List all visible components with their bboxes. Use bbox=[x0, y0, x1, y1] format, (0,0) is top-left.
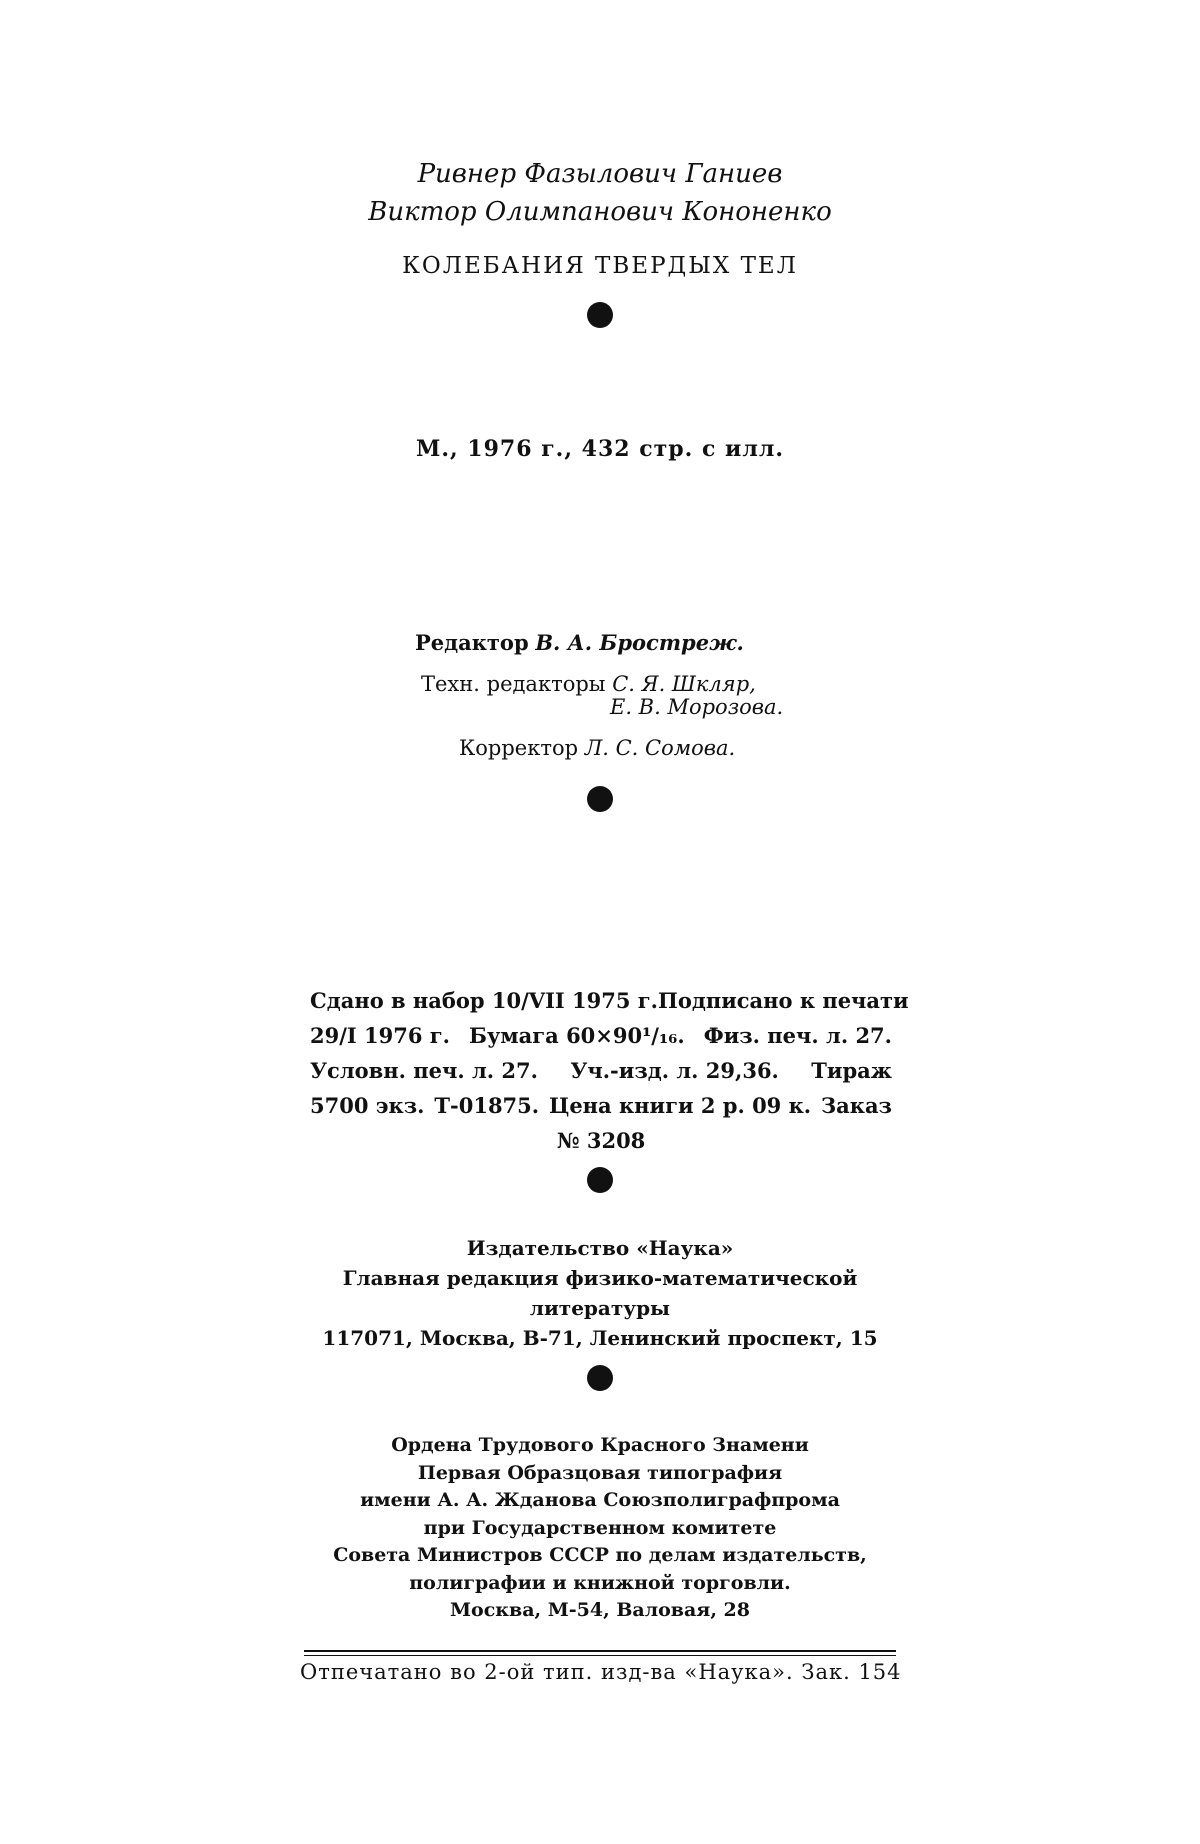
footer-note: Отпечатано во 2-ой тип. изд-ва «Наука». Зак. 154 bbox=[300, 1660, 902, 1684]
printer-line: полиграфии и книжной торговли. bbox=[409, 1571, 791, 1594]
printer-line: Первая Образцовая типография bbox=[417, 1461, 783, 1484]
corrector-line bbox=[459, 733, 735, 763]
bullet-dot-1 bbox=[587, 302, 613, 328]
spec-line-2 bbox=[310, 1018, 892, 1053]
spec-text: Уч.-изд. л. 29,36. bbox=[570, 1058, 779, 1083]
spec-text: Т-01875. bbox=[434, 1093, 540, 1118]
spec-line-4 bbox=[310, 1088, 892, 1123]
editor-name: В. А. Бростреж. bbox=[535, 630, 744, 655]
order-number: № 3208 bbox=[556, 1128, 646, 1153]
footer-rule bbox=[304, 1650, 896, 1652]
publication-info: М., 1976 г., 432 стр. с илл. bbox=[415, 436, 785, 462]
publisher-line: Издательство «Наука» bbox=[466, 1236, 734, 1260]
printer-address: Москва, М-54, Валовая, 28 bbox=[450, 1599, 750, 1621]
tech-editor-name-1: С. Я. Шкляр, bbox=[612, 672, 756, 696]
editor-label: Редактор bbox=[415, 630, 529, 655]
printer-block bbox=[0, 1432, 1200, 1625]
publisher-block bbox=[0, 1233, 1200, 1353]
spec-text: 5700 экз. bbox=[310, 1093, 425, 1118]
publisher-line: Главная редакция физико-математической bbox=[342, 1266, 858, 1290]
spec-text: Условн. печ. л. 27. bbox=[310, 1058, 538, 1083]
spec-text: Физ. печ. л. 27. bbox=[703, 1023, 892, 1048]
publisher-line: литературы bbox=[529, 1296, 671, 1320]
spec-text: 29/I 1976 г. bbox=[310, 1023, 450, 1048]
publisher-address: 117071, Москва, В-71, Ленинский проспект, 15 bbox=[322, 1326, 878, 1350]
printer-line: Совета Министров СССР по делам издательств, bbox=[333, 1544, 867, 1566]
spec-text: Заказ bbox=[821, 1093, 892, 1118]
spec-line-3 bbox=[310, 1053, 892, 1088]
footer-rule-thin bbox=[304, 1655, 896, 1656]
bullet-dot-3 bbox=[587, 1167, 613, 1193]
bullet-dot-2 bbox=[587, 786, 613, 812]
print-specs bbox=[310, 983, 909, 1158]
spec-text: Цена книги 2 р. 09 к. bbox=[549, 1093, 812, 1118]
bullet-dot-4 bbox=[587, 1365, 613, 1391]
tech-editors-label: Техн. редакторы bbox=[421, 672, 606, 696]
author-1: Ривнер Фазылович Ганиев bbox=[417, 159, 783, 189]
spec-text: Тираж bbox=[811, 1058, 892, 1083]
book-title: КОЛЕБАНИЯ ТВЕРДЫХ ТЕЛ bbox=[402, 253, 798, 279]
printer-line: имени А. А. Жданова Союзполиграфпрома bbox=[360, 1489, 840, 1511]
authors-block bbox=[0, 155, 1200, 231]
spec-text: Подписано к печати bbox=[657, 988, 909, 1013]
author-2: Виктор Олимпанович Кононенко bbox=[368, 197, 832, 227]
corrector-name: Л. С. Сомова. bbox=[584, 736, 736, 760]
printer-line: Ордена Трудового Красного Знамени bbox=[391, 1434, 809, 1456]
spec-line-1 bbox=[310, 983, 909, 1018]
corrector-label: Корректор bbox=[459, 736, 579, 760]
printer-line: при Государственном комитете bbox=[423, 1516, 777, 1539]
spec-text: Бумага 60×90¹/₁₆. bbox=[469, 1023, 685, 1048]
tech-editor-name-2: Е. В. Морозова. bbox=[610, 695, 784, 719]
editor-line bbox=[415, 628, 744, 658]
spec-text: Сдано в набор 10/VII 1975 г. bbox=[310, 988, 658, 1013]
